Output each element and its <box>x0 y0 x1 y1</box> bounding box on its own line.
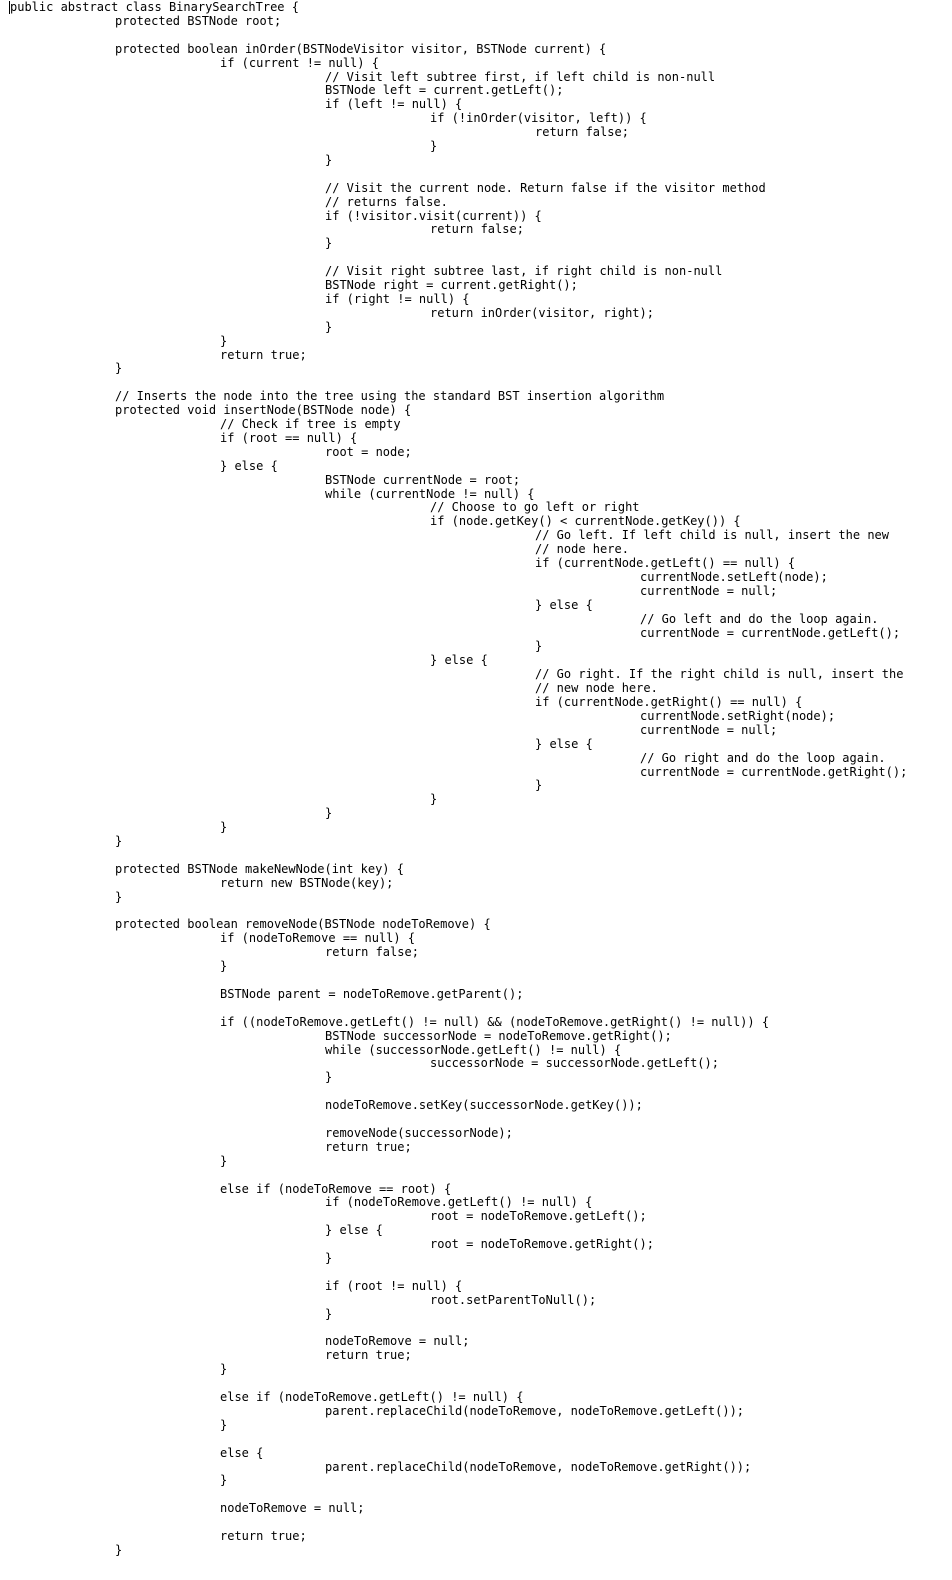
code-line: } <box>220 333 228 348</box>
code-line: currentNode = currentNode.getRight(); <box>640 764 908 779</box>
code-line: root.setParentToNull(); <box>430 1292 597 1307</box>
code-line: return inOrder(visitor, right); <box>430 305 654 320</box>
code-line: currentNode = null; <box>640 583 778 598</box>
code-line: if (root == null) { <box>220 430 358 445</box>
code-line: protected boolean inOrder(BSTNodeVisitor visitor, BSTNode current) { <box>115 41 607 56</box>
code-line: if (!visitor.visit(current)) { <box>325 208 542 223</box>
code-line: } else { <box>535 736 593 751</box>
code-line: return true; <box>325 1139 412 1154</box>
code-line: } <box>430 792 438 807</box>
code-line: if (nodeToRemove == null) { <box>220 931 416 946</box>
code-line: return true; <box>220 347 307 362</box>
code-line: return false; <box>325 945 419 960</box>
code-line: BSTNode right = current.getRight(); <box>325 278 578 292</box>
code-line: BSTNode parent = nodeToRemove.getParent(); <box>220 986 524 1001</box>
code-line: } <box>115 361 123 376</box>
code-line: } <box>115 834 123 848</box>
code-line: currentNode = currentNode.getLeft(); <box>640 625 901 640</box>
code-line: if (currentNode.getLeft() == null) { <box>535 556 796 570</box>
code-line: if (!inOrder(visitor, left)) { <box>430 111 647 126</box>
code-line: BSTNode currentNode = root; <box>325 472 521 487</box>
code-line: while (successorNode.getLeft() != null) { <box>325 1042 622 1057</box>
code-line: currentNode.setRight(node); <box>640 708 836 723</box>
code-line: if (currentNode.getRight() == null) { <box>535 695 803 709</box>
code-line: } else { <box>220 458 278 473</box>
code-line: } <box>325 1070 333 1085</box>
code-line: // Check if tree is empty <box>220 417 401 431</box>
code-line: if (left != null) { <box>325 97 463 112</box>
code-line: // returns false. <box>325 194 448 209</box>
code-line: parent.replaceChild(nodeToRemove, nodeToRemove.getLeft()); <box>325 1403 745 1418</box>
code-line: if (root != null) { <box>325 1278 463 1293</box>
code-line: else if (nodeToRemove == root) { <box>220 1181 452 1196</box>
code-line: BSTNode left = current.getLeft(); <box>325 83 564 98</box>
code-line: root = nodeToRemove.getRight(); <box>430 1237 654 1252</box>
code-line: // Visit the current node. Return false if the visitor method <box>325 180 766 195</box>
code-line: nodeToRemove = null; <box>220 1501 365 1516</box>
text-cursor <box>9 1 10 14</box>
code-line: protected BSTNode root; <box>115 13 282 28</box>
code-line: // Inserts the node into the tree using the standard BST insertion algorithm <box>115 389 665 404</box>
code-line: protected boolean removeNode(BSTNode nodeToRemove) { <box>115 917 491 932</box>
code-line: return false; <box>430 222 524 237</box>
code-line: else { <box>220 1445 264 1460</box>
code-line: if (current != null) { <box>220 55 379 70</box>
code-line: if (right != null) { <box>325 291 470 306</box>
code-line: } else { <box>325 1223 383 1238</box>
code-line: } <box>325 236 333 251</box>
code-line: nodeToRemove.setKey(successorNode.getKey()); <box>325 1098 643 1113</box>
code-line: else if (nodeToRemove.getLeft() != null) { <box>220 1390 524 1404</box>
code-line: // Choose to go left or right <box>430 500 640 515</box>
code-line: protected BSTNode makeNewNode(int key) { <box>115 861 404 876</box>
code-line: return true; <box>325 1348 412 1363</box>
code-line: // Go left. If left child is null, insert the new <box>535 528 890 543</box>
code-line: root = nodeToRemove.getLeft(); <box>430 1209 647 1224</box>
code-line: } <box>115 889 123 904</box>
code-line: } <box>220 959 228 974</box>
code-line: } <box>220 820 228 835</box>
code-line: } <box>325 1251 333 1265</box>
code-line: // Visit left subtree first, if left child is non-null <box>325 69 716 84</box>
code-line: protected void insertNode(BSTNode node) { <box>115 403 412 418</box>
code-line: } <box>220 1417 228 1432</box>
code-line: } else { <box>535 597 593 612</box>
code-line: } <box>535 639 543 654</box>
code-line: } else { <box>430 653 488 668</box>
code-line: if ((nodeToRemove.getLeft() != null) && (nodeToRemove.getRight() != null)) { <box>220 1014 770 1029</box>
code-line: return true; <box>220 1529 307 1543</box>
code-editor[interactable] <box>10 0 952 1580</box>
code-line: // Go right and do the loop again. <box>640 750 886 765</box>
code-line: // Go left and do the loop again. <box>640 611 879 626</box>
code-line: if (node.getKey() < currentNode.getKey()) { <box>430 514 741 529</box>
code-line: BSTNode successorNode = nodeToRemove.getRight(); <box>325 1028 672 1043</box>
code-line: } <box>325 806 333 821</box>
code-line: while (currentNode != null) { <box>325 486 535 501</box>
code-line: parent.replaceChild(nodeToRemove, nodeToRemove.getRight()); <box>325 1459 752 1474</box>
code-line: // Visit right subtree last, if right child is non-null <box>325 264 723 279</box>
code-line: } <box>220 1362 228 1377</box>
code-line: return false; <box>535 125 629 140</box>
code-line: root = node; <box>325 444 412 459</box>
code-line: } <box>325 319 333 334</box>
code-line: } <box>535 778 543 793</box>
code-line: nodeToRemove = null; <box>325 1334 470 1349</box>
code-line: } <box>115 1542 123 1557</box>
code-line: } <box>430 139 438 153</box>
code-line: currentNode = null; <box>640 722 778 737</box>
code-line: // node here. <box>535 542 629 557</box>
code-line: currentNode.setLeft(node); <box>640 569 828 584</box>
code-line: } <box>220 1473 228 1488</box>
code-line: } <box>325 1306 333 1321</box>
code-line: public abstract class BinarySearchTree { <box>10 0 299 14</box>
code-line: removeNode(successorNode); <box>325 1125 513 1140</box>
code-line: // Go right. If the right child is null, insert the <box>535 667 904 682</box>
code-line: } <box>325 152 333 167</box>
code-line: return new BSTNode(key); <box>220 875 394 890</box>
code-line: if (nodeToRemove.getLeft() != null) { <box>325 1195 593 1210</box>
code-line: successorNode = successorNode.getLeft(); <box>430 1056 719 1071</box>
code-line: } <box>220 1153 228 1168</box>
code-line: // new node here. <box>535 681 658 696</box>
